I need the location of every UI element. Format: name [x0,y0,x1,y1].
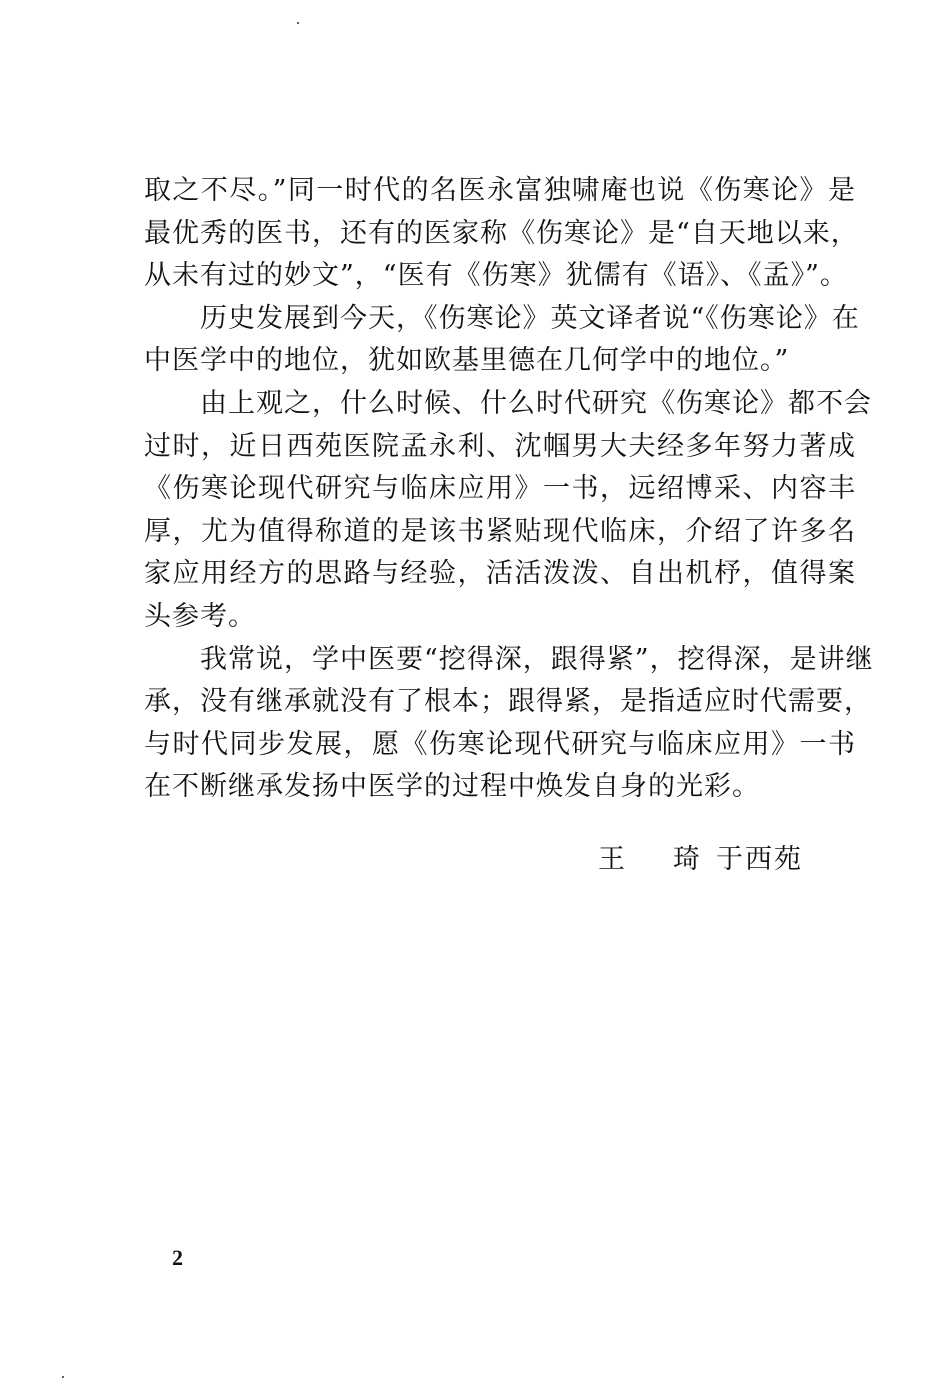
paragraph-3-line-5: 家应用经方的思路与经验，活活泼泼、自出机杼，值得案 [144,558,856,590]
paragraph-2-line-1: 历史发展到今天，《伤寒论》英文译者说“《伤寒论》在 [200,302,860,334]
paragraph-1-line-3: 从未有过的妙文”，“医有《伤寒》犹儒有《语》、《孟》”。 [144,260,848,292]
paragraph-3-line-1: 由上观之，什么时候、什么时代研究《伤寒论》都不会 [200,387,872,419]
body-text [144,170,874,809]
paragraph-4-line-4: 在不断继承发扬中医学的过程中焕发自身的光彩。 [144,771,760,803]
paragraph-4-line-2: 承，没有继承就没有了根本；跟得紧，是指适应时代需要， [144,686,872,718]
paragraph-3-line-3: 《伤寒论现代研究与临床应用》一书，远绍博采、内容丰 [144,473,856,505]
paragraph-1-line-1: 取之不尽。”同一时代的名医永富独啸庵也说《伤寒论》是 [144,175,856,206]
signature [598,840,803,880]
author-name: 王 琦 [598,844,702,875]
paragraph-3-line-6: 头参考。 [144,600,256,632]
paragraph-3-line-4: 厚，尤为值得称道的是该书紧贴现代临床，介绍了许多名 [144,515,856,547]
paragraph-4-line-3: 与时代同步发展，愿《伤寒论现代研究与临床应用》一书 [144,728,856,760]
paragraph-1-line-2: 最优秀的医书，还有的医家称《伤寒论》是“自天地以来， [144,217,859,249]
paragraph-3-line-2: 过时，近日西苑医院孟永利、沈帼男大夫经多年努力著成 [144,430,856,462]
scan-speck-top [297,22,299,24]
author-place: 于西苑 [716,844,803,875]
paragraph-2-line-2: 中医学中的地位，犹如欧基里德在几何学中的地位。” [144,345,790,377]
paragraph-4-line-1: 我常说，学中医要“挖得深，跟得紧”，挖得深，是讲继 [200,643,874,675]
page-number: 2 [172,1245,183,1270]
scan-speck-bottom [62,1376,64,1378]
